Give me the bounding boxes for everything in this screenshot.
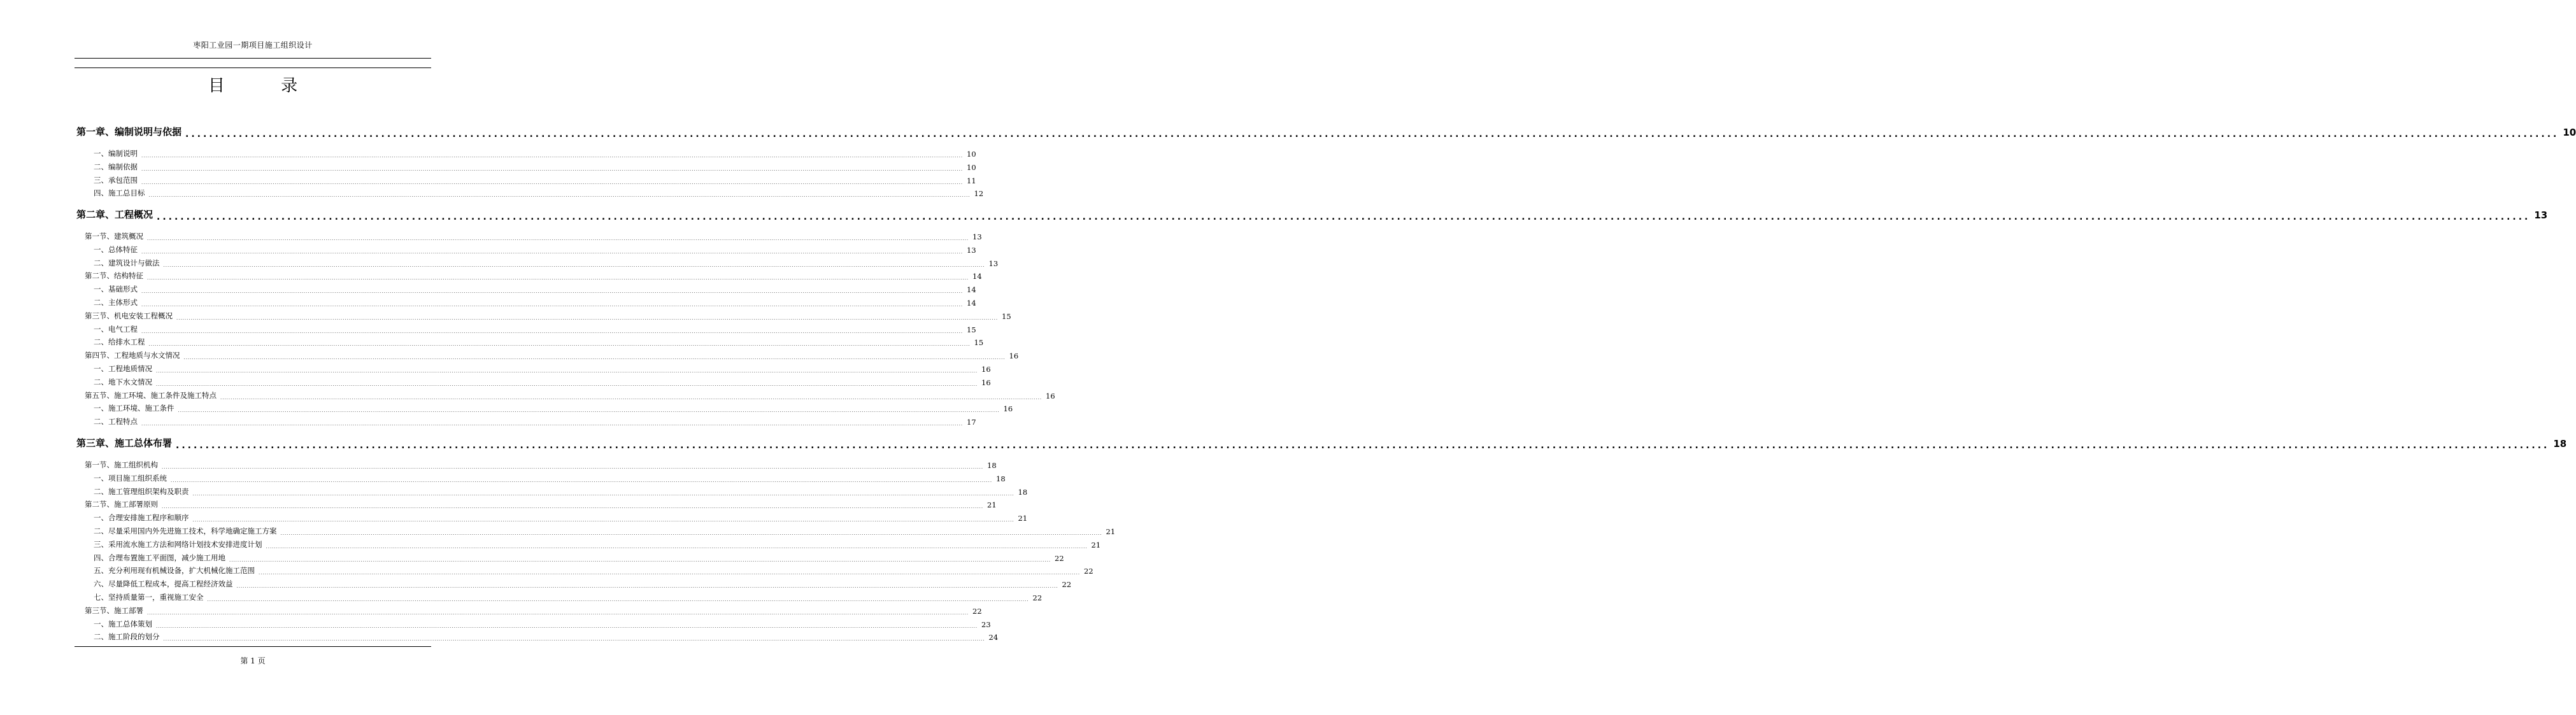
toc-leader-dots: ................................................................................................................................................................................................................................................................................................................................................................................................................ [178, 408, 1000, 414]
toc-entry-label: 二、施工管理组织架构及职责 [94, 486, 189, 496]
toc-entry-label: 二、给排水工程 [94, 337, 145, 347]
toc-entry-page: 14 [972, 272, 982, 281]
toc-item-row[interactable] [94, 149, 976, 159]
toc-leader-dots: ................................................................................................................................................................................................................................................................................................................................................................................................................ [162, 465, 984, 470]
toc-entry-page: 22 [1084, 567, 1093, 576]
toc-item-row[interactable] [94, 473, 1006, 483]
toc-item-row[interactable] [94, 593, 1042, 602]
toc-entry-page: 13 [988, 258, 999, 268]
toc-leader-dots: ................................................................................................................................................................................................................................................................................................................................................................................................................ [148, 193, 971, 199]
toc-entry-label: 第五节、施工环境、施工条件及施工特点 [85, 390, 217, 400]
toc-entry-page: 21 [987, 500, 997, 510]
toc-entry-page: 15 [1002, 311, 1011, 321]
toc-item-row[interactable] [94, 324, 976, 334]
toc-leader-dots: ................................................................................................................................................................................................................................................................................................................................................................................................................ [141, 166, 964, 172]
toc-section-row[interactable] [85, 605, 982, 616]
toc-entry-label: 第一章、编制说明与依据 [76, 126, 182, 138]
toc-entry-page: 18 [987, 461, 997, 470]
toc-entry-label: 第三节、施工部署 [85, 605, 143, 615]
toc-chapter-row[interactable] [76, 437, 2567, 451]
toc-entry-page: 22 [1032, 593, 1042, 602]
toc-section-row[interactable] [85, 500, 997, 510]
toc-entry-label: 二、施工阶段的划分 [94, 632, 160, 642]
toc-entry-label: 四、合理布置施工平面图，减少施工用地 [94, 553, 225, 562]
toc-entry-page: 10 [967, 150, 976, 159]
toc-entry-page: 18 [2553, 438, 2567, 450]
toc-leader-dots: ................................................................................................................................................................................................................................................................................................................................................................................................................ [220, 395, 1042, 400]
toc-chapter-row[interactable] [76, 126, 2576, 139]
toc-leader-dots: ................................................................................................................................................................................................................................................................................................................................................................................................................ [176, 315, 999, 321]
toc-leader-dots: ................................................................................................................................................................................................................................................................................................................................................................................................................ [229, 557, 1051, 563]
toc-item-row[interactable] [94, 513, 1028, 523]
toc-item-row[interactable] [94, 298, 976, 308]
toc-entry-page: 17 [967, 418, 976, 427]
toc-item-row[interactable] [94, 364, 991, 374]
toc-item-row[interactable] [94, 258, 999, 268]
toc-entry-page: 22 [1062, 580, 1072, 590]
toc-item-row[interactable] [94, 175, 976, 185]
toc-entry-label: 一、总体特征 [94, 244, 138, 254]
toc-entry-label: 三、承包范围 [94, 175, 138, 185]
toc-entry-page: 14 [967, 285, 976, 295]
toc-entry-label: 第二章、工程概况 [76, 209, 153, 220]
toc-entry-label: 第二节、施工部署原则 [85, 500, 158, 509]
toc-entry-page: 21 [1018, 514, 1028, 523]
footer-rule [75, 646, 431, 647]
toc-leader-dots: ................................................................................................................................................................................................................................................................................................................................................................................................................ [141, 289, 964, 295]
toc-entry-label: 四、施工总目标 [94, 188, 145, 198]
toc-entry-label: 五、充分利用现有机械设备，扩大机械化施工范围 [94, 566, 255, 576]
toc-entry-label: 第四节、工程地质与水文情况 [85, 351, 180, 360]
toc-entry-label: 二、工程特点 [94, 417, 138, 427]
toc-entry-label: 二、主体形式 [94, 298, 138, 307]
toc-entry-label: 一、基础形式 [94, 285, 138, 294]
toc-entry-page: 22 [1055, 553, 1064, 563]
toc-item-row[interactable] [94, 579, 1072, 590]
toc-leader-dots: ................................................................................................................................................................................................................................................................................................................................................................................................................ [259, 570, 1081, 576]
toc-leader-dots: ................................................................................................................................................................................................................................................................................................................................................................................................................ [266, 544, 1088, 549]
toc-leader-dots: ................................................................................................................................................................................................................................................................................................................................................................................................................ [141, 302, 964, 308]
toc-item-row[interactable] [94, 337, 984, 348]
toc-entry-page: 13 [967, 245, 976, 255]
toc-entry-label: 七、坚持质量第一，重视施工安全 [94, 593, 204, 602]
toc-leader-dots: ................................................................................................................................................................................................................................................................................................................................................................................................................ [148, 342, 971, 348]
toc-leader-dots: ................................................................................................................................................................................................................................................................................................................................................................................................................ [147, 236, 969, 241]
toc-entry-label: 第一节、施工组织机构 [85, 460, 158, 469]
toc-item-row[interactable] [94, 527, 1116, 536]
toc-leader-dots: ................................................................................................................................................................................................................................................................................................................................................................................................................ [156, 381, 978, 387]
toc-entry-label: 二、建筑设计与做法 [94, 258, 160, 267]
toc-leader-dots: ................................................................................................................................................................................................................................................................................................................................................................................................................ [141, 153, 964, 159]
toc-entry-label: 第二节、结构特征 [85, 271, 143, 281]
toc-entry-page: 18 [1018, 487, 1028, 497]
toc-entry-page: 16 [1003, 404, 1013, 414]
toc-entry-page: 16 [981, 378, 991, 387]
toc-item-row[interactable] [94, 162, 976, 172]
toc-entry-label: 第三节、机电安装工程概况 [85, 311, 173, 320]
toc-item-row[interactable] [94, 619, 991, 629]
toc-leader-dots: ................................................................................................................................................................................................................................................................................................................................................................................................................ [185, 129, 2559, 139]
toc-leader-dots: ................................................................................................................................................................................................................................................................................................................................................................................................................ [171, 478, 993, 483]
toc-entry-label: 一、编制说明 [94, 149, 138, 158]
toc-leader-dots: ................................................................................................................................................................................................................................................................................................................................................................................................................ [157, 212, 2531, 222]
toc-leader-dots: ................................................................................................................................................................................................................................................................................................................................................................................................................ [192, 518, 1014, 523]
toc-item-row[interactable] [94, 188, 984, 199]
toc-item-row[interactable] [94, 285, 976, 295]
toc-leader-dots: ................................................................................................................................................................................................................................................................................................................................................................................................................ [156, 623, 978, 629]
toc-item-row[interactable] [94, 539, 1101, 549]
toc-entry-page: 11 [967, 176, 976, 185]
toc-entry-page: 23 [981, 619, 991, 629]
toc-leader-dots: ................................................................................................................................................................................................................................................................................................................................................................................................................ [183, 355, 1006, 361]
toc-leader-dots: ................................................................................................................................................................................................................................................................................................................................................................................................................ [176, 441, 2550, 451]
toc-entry-page: 21 [1106, 527, 1116, 536]
toc-entry-label: 二、编制依据 [94, 162, 138, 171]
toc-leader-dots: ................................................................................................................................................................................................................................................................................................................................................................................................................ [163, 637, 985, 642]
toc-entry-page: 21 [1091, 540, 1101, 549]
toc-entry-label: 一、合理安排施工程序和顺序 [94, 513, 189, 523]
toc-entry-label: 三、采用流水施工方法和网络计划技术安排进度计划 [94, 539, 262, 549]
toc-entry-page: 15 [967, 325, 976, 334]
toc-leader-dots: ................................................................................................................................................................................................................................................................................................................................................................................................................ [141, 329, 964, 334]
toc-leader-dots: ................................................................................................................................................................................................................................................................................................................................................................................................................ [141, 421, 964, 427]
toc-entry-label: 第三章、施工总体布署 [76, 437, 173, 449]
toc-entry-page: 16 [1046, 391, 1055, 400]
toc-item-row[interactable] [94, 566, 1093, 576]
toc-entry-page: 14 [967, 299, 976, 308]
toc-section-row[interactable] [85, 351, 1019, 361]
toc-entry-label: 一、工程地质情况 [94, 364, 152, 373]
toc-entry-label: 第一节、建筑概况 [85, 232, 143, 241]
toc-entry-label: 六、尽量降低工程成本，提高工程经济效益 [94, 579, 233, 589]
toc-entry-label: 二、地下水文情况 [94, 377, 152, 386]
toc-section-row[interactable] [85, 390, 1055, 400]
toc-item-row[interactable] [94, 404, 1013, 414]
toc-leader-dots: ................................................................................................................................................................................................................................................................................................................................................................................................................ [280, 531, 1102, 536]
toc-item-row[interactable] [94, 244, 976, 255]
page-number: 第 1 页 [240, 656, 266, 665]
toc-entry-page: 16 [981, 365, 991, 374]
toc-item-row[interactable] [94, 553, 1064, 563]
toc-entry-label: 一、施工环境、施工条件 [94, 404, 174, 413]
toc-leader-dots: ................................................................................................................................................................................................................................................................................................................................................................................................................ [147, 610, 969, 616]
toc-entry-page: 18 [996, 474, 1006, 483]
toc-chapter-row[interactable] [76, 209, 2548, 222]
toc-entry-label: 一、施工总体策划 [94, 619, 152, 628]
toc-leader-dots: ................................................................................................................................................................................................................................................................................................................................................................................................................ [147, 276, 969, 281]
toc-entry-page: 24 [988, 633, 999, 642]
toc-entry-page: 16 [1009, 351, 1019, 361]
toc-item-row[interactable] [94, 417, 976, 427]
page-header-title: 枣阳工业园一期项目施工组织设计 [193, 41, 313, 50]
toc-entry-page: 22 [972, 606, 982, 616]
toc-entry-page: 13 [2534, 209, 2548, 221]
toc-leader-dots: ................................................................................................................................................................................................................................................................................................................................................................................................................ [141, 180, 964, 185]
toc-leader-dots: ................................................................................................................................................................................................................................................................................................................................................................................................................ [156, 369, 978, 374]
toc-item-row[interactable] [94, 632, 999, 642]
toc-section-row[interactable] [85, 311, 1011, 321]
toc-entry-page: 13 [972, 232, 982, 241]
toc-leader-dots: ................................................................................................................................................................................................................................................................................................................................................................................................................ [192, 491, 1014, 497]
toc-heading: 目 录 [208, 76, 324, 96]
toc-item-row[interactable] [94, 486, 1028, 497]
toc-section-row[interactable] [85, 460, 997, 470]
toc-leader-dots: ................................................................................................................................................................................................................................................................................................................................................................................................................ [162, 504, 984, 510]
toc-leader-dots: ................................................................................................................................................................................................................................................................................................................................................................................................................ [141, 249, 964, 255]
toc-leader-dots: ................................................................................................................................................................................................................................................................................................................................................................................................................ [163, 262, 985, 268]
toc-item-row[interactable] [94, 377, 991, 387]
toc-entry-label: 一、电气工程 [94, 324, 138, 334]
toc-entry-page: 12 [974, 189, 984, 199]
toc-entry-page: 10 [967, 162, 976, 172]
toc-entry-page: 15 [974, 338, 984, 348]
toc-section-row[interactable] [85, 271, 982, 281]
toc-entry-label: 一、项目施工组织系统 [94, 473, 167, 483]
toc-section-row[interactable] [85, 232, 982, 241]
toc-leader-dots: ................................................................................................................................................................................................................................................................................................................................................................................................................ [236, 584, 1058, 590]
toc-entry-label: 二、尽量采用国内外先进施工技术，科学地确定施工方案 [94, 527, 277, 535]
toc-leader-dots: ................................................................................................................................................................................................................................................................................................................................................................................................................ [207, 597, 1029, 602]
toc-entry-page: 10 [2563, 127, 2576, 138]
